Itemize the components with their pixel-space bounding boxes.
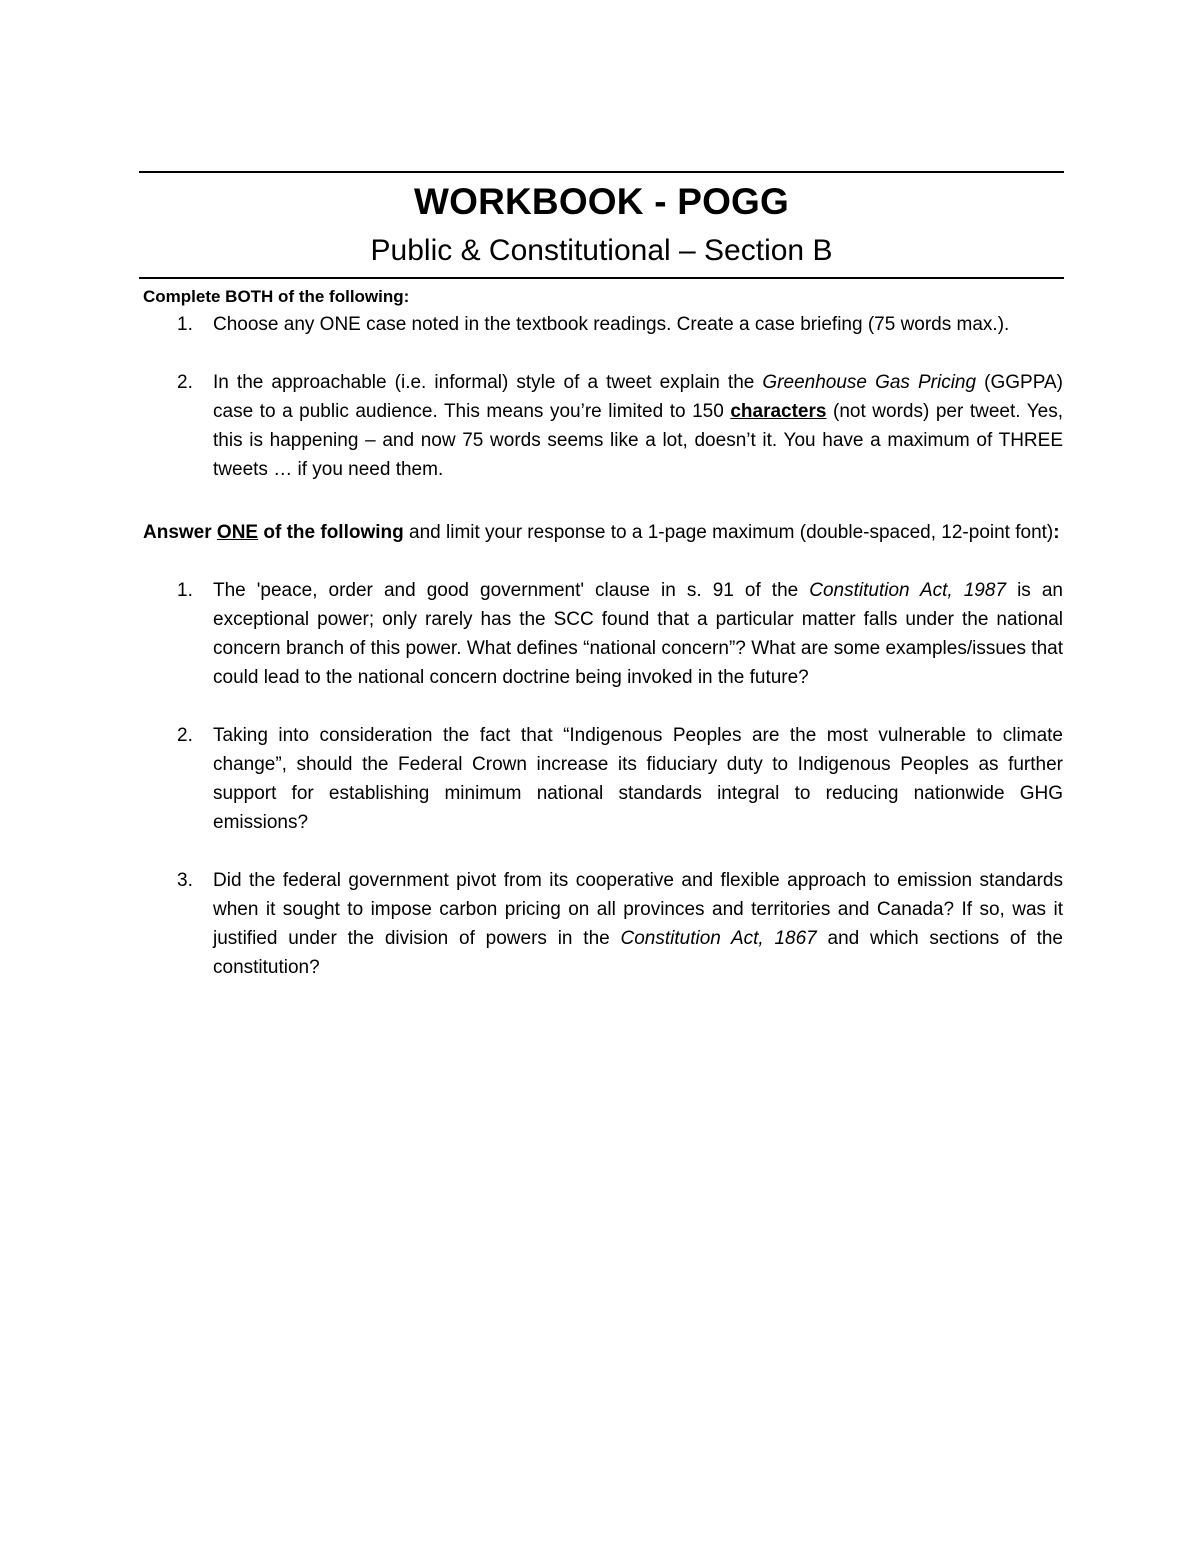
item-text-italic: Constitution Act, 1987	[809, 580, 1007, 601]
item-number: 2.	[177, 725, 193, 746]
part-b-rest: and limit your response to a 1-page maximum (double-spaced, 12-point font)	[403, 522, 1054, 543]
item-text: Taking into consideration the fact that “Indigenous Peoples are the most vulnerable to climate change”, should the Federal Crown increase its fiduciary duty to Indigenous Peoples as further support for establishing minimum national standards integral to reducing nationwide GHG emissions?	[213, 725, 1063, 833]
part-b-end: :	[1053, 522, 1060, 543]
item-text-post: is an exceptional power; only rarely has the SCC found that a particular matter falls under the national concern branch of this power. What defines “national concern”? What are some examples/issues that could lead to the national concern doctrine being invoked in the future?	[213, 580, 1063, 688]
item-text: Choose any ONE case noted in the textbook readings. Create a case briefing (75 words max.).	[213, 314, 1010, 335]
header-bottom-rule	[139, 277, 1064, 279]
item-text-emphasis: characters	[730, 401, 827, 422]
item-text-pre: In the approachable (i.e. informal) style of a tweet explain the	[213, 372, 763, 393]
item-text-mid: (GGPPA) case to a public audience. This means you’re limited to 150	[213, 372, 1063, 422]
list-item	[143, 368, 1063, 484]
document-subtitle: Public & Constitutional – Section B	[370, 234, 833, 267]
item-text-post: and which sections of the constitution?	[213, 928, 1063, 978]
part-b-instruction	[143, 518, 1063, 547]
part-b-lead-1: Answer	[143, 522, 217, 543]
item-number: 1.	[177, 314, 193, 335]
item-number: 2.	[177, 372, 193, 393]
document-title: WORKBOOK - POGG	[413, 181, 790, 222]
header-top-rule	[139, 171, 1064, 173]
item-text-italic: Greenhouse Gas Pricing	[762, 372, 977, 393]
item-text-pre: Did the federal government pivot from its cooperative and flexible approach to emission standards when it sought to impose carbon pricing on all provinces and territories and Canada? If so, was it justified under the division of powers in the	[213, 870, 1063, 949]
item-number: 3.	[177, 870, 193, 891]
list-item	[143, 721, 1063, 837]
part-a-instruction: Complete BOTH of the following:	[143, 287, 410, 306]
part-b-lead-3: of the following	[258, 522, 404, 543]
item-number: 1.	[177, 580, 193, 601]
part-a-list	[143, 310, 1063, 484]
list-item	[143, 866, 1063, 982]
document-body	[143, 284, 1063, 982]
item-text-pre: The 'peace, order and good government' clause in s. 91 of the	[213, 580, 810, 601]
item-text-post: (not words) per tweet. Yes, this is happening – and now 75 words seems like a lot, doesn’t it. You have a maximum of THREE tweets … if you need them.	[213, 401, 1063, 480]
list-item	[143, 576, 1063, 692]
item-text-italic: Constitution Act, 1867	[620, 928, 817, 949]
list-item	[143, 310, 1063, 339]
part-b-lead-2: ONE	[216, 522, 259, 543]
part-b-list	[143, 576, 1063, 982]
